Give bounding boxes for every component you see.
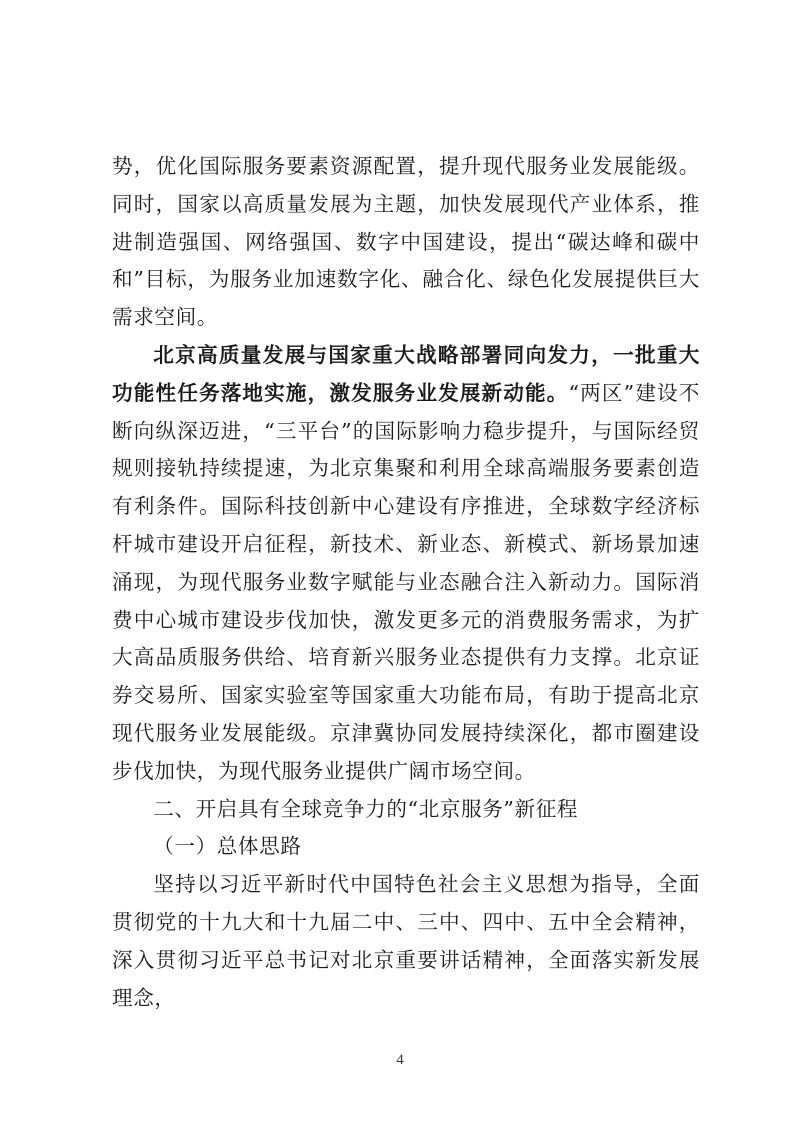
paragraph-continuation: 势，优化国际服务要素资源配置，提升现代服务业发展能级。同时，国家以高质量发展为主题，加快发展现代产业体系，推进制造强国、网络强国、数字中国建设，提出“碳达峰和碳中和”目标，为服务业加速数字化、融合化、绿色化发展提供巨大需求空间。 xyxy=(112,154,700,330)
paragraph-beijing-development xyxy=(112,337,700,791)
paragraph-lead-bold: 北京高质量发展与国家重大战略部署同向发力，一批重大功能性任务落地实施，激发服务业发展新动能。 xyxy=(112,342,700,405)
page-number: 4 xyxy=(396,1052,404,1068)
document-body xyxy=(112,148,700,1017)
paragraph-body: “两区”建设不断向纵深迈进，“三平台”的国际影响力稳步提升，与国际经贸规则接轨持续提速，为北京集聚和利用全球高端服务要素创造有利条件。国际科技创新中心建设有序推进，全球数字经济标杆城市建设开启征程，新技术、新业态、新模式、新场景加速涌现，为现代服务业数字赋能与业态融合注入新动力。国际消费中心城市建设步伐加快，激发更多元的消费服务需求，为扩大高品质服务供给、培育新兴服务业态提供有力支撑。北京证券交易所、国家实验室等国家重大功能布局，有助于提高北京现代服务业发展能级。京津冀协同发展持续深化，都市圈建设步伐加快，为现代服务业提供广阔市场空间。 xyxy=(112,380,700,783)
section-heading: 二、开启具有全球竞争力的“北京服务”新征程 xyxy=(153,796,579,821)
paragraph-overall-approach: 坚持以习近平新时代中国特色社会主义思想为指导，全面贯彻党的十九大和十九届二中、三中、四中、五中全会精神，深入贯彻习近平总书记对北京重要讲话精神，全面落实新发展理念， xyxy=(112,872,700,1010)
subsection-heading: （一）总体思路 xyxy=(153,834,302,859)
